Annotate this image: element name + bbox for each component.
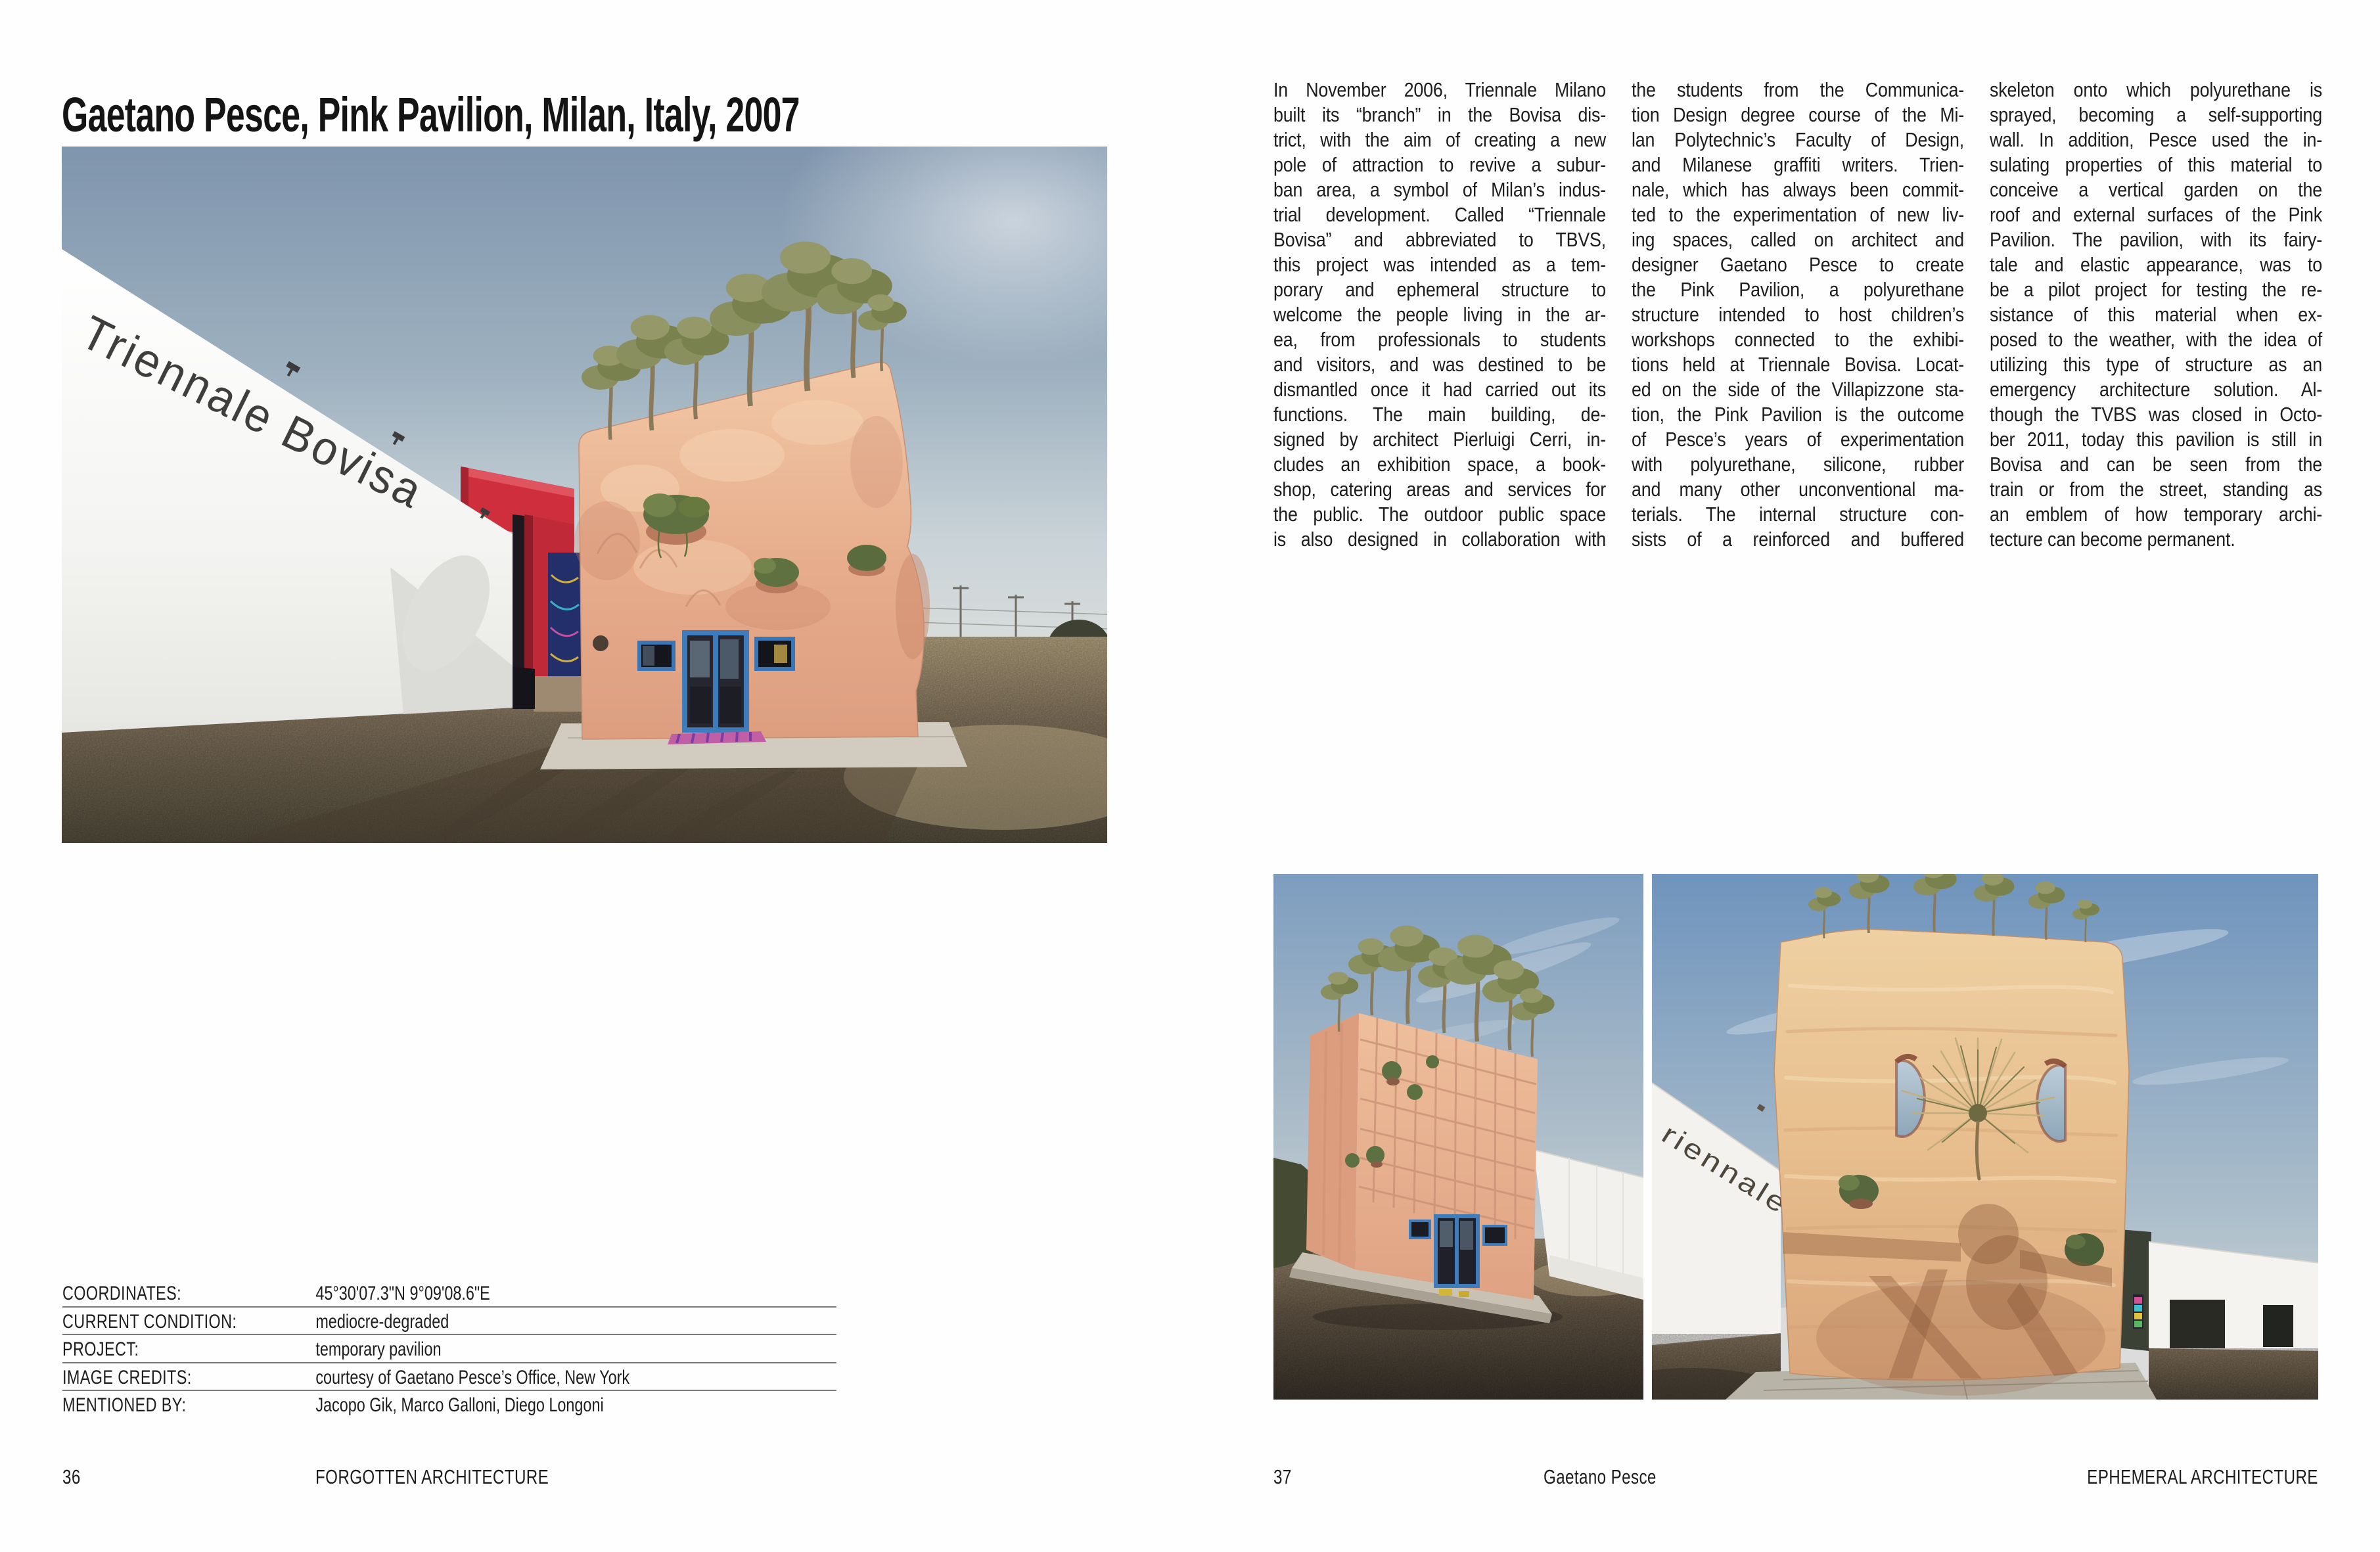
photo-pavilion-detail [1652,874,2318,1400]
text-line: dismantled once it had carried out its [1273,378,1607,401]
table-value: temporary pavilion [315,1338,442,1361]
text-line: be a pilot project for testing the re- [1990,278,2323,301]
page-title: Gaetano Pesce, Pink Pavilion, Milan, Italy, 2007 [62,87,800,142]
text-line: an emblem of how temporary archi- [1990,503,2323,526]
text-line: Bovisa and can be seen from the [1990,453,2323,476]
text-line: ted to the experimentation of new liv- [1632,203,1965,226]
text-line: ber 2011, today this pavilion is still in [1990,428,2323,451]
page-number-right: 37 [1273,1465,1292,1488]
text-line: Bovisa” and abbreviated to TBVS, [1273,228,1607,251]
table-row [62,1363,836,1392]
text-column-2 [1632,78,1964,552]
text-line: conceive a vertical garden on the [1990,178,2323,201]
text-line: tale and elastic appearance, was to [1990,253,2323,276]
wall-text-riennale: riennale [1657,1118,1775,1208]
table-row [62,1279,836,1308]
blue-door [682,630,749,733]
text-line: lan Polytechnic’s Faculty of Design, [1632,128,1965,151]
text-line: skeleton onto which polyurethane is [1990,78,2323,101]
window-right [754,637,795,671]
text-line: designer Gaetano Pesce to create [1632,253,1965,276]
text-line: trict, with the aim of creating a new [1273,128,1607,151]
table-label: IMAGE CREDITS: [62,1366,192,1388]
text-line: the Pink Pavilion, a polyurethane [1632,278,1965,301]
table-row [62,1391,836,1419]
page-number-left: 36 [62,1465,81,1488]
table-row [62,1335,836,1363]
dark-opening [2263,1305,2293,1347]
text-line: trial development. Called “Triennale [1273,203,1607,226]
text-line: signed by architect Pierluigi Cerri, in- [1273,428,1607,451]
photo-pavilion-rear [1273,874,1643,1400]
text-column-1 [1273,78,1606,552]
table-row [62,1308,836,1336]
gravel-right [2149,1348,2318,1400]
text-line: sistance of this material when ex- [1990,303,2323,326]
table-value: Jacopo Gik, Marco Galloni, Diego Longoni [315,1394,604,1417]
text-line: sists of a reinforced and buffered [1632,528,1965,551]
text-line: cludes an exhibition space, a book- [1273,453,1607,476]
text-line: tion Design degree course of the Mi- [1632,103,1965,126]
text-line: the public. The outdoor public space [1273,503,1607,526]
distant-ground [534,676,586,712]
text-line: and Milanese graffiti writers. Trien- [1632,153,1965,176]
footer-architect-name: Gaetano Pesce [1544,1465,1657,1488]
text-line: pole of attraction to revive a subur- [1273,153,1607,176]
text-line: of Pesce’s years of experimentation [1632,428,1965,451]
text-line: In November 2006, Triennale Milano [1273,78,1607,101]
text-line: welcome the people living in the ar- [1273,303,1607,326]
dark-doorway [513,667,535,709]
text-line: with polyurethane, silicone, rubber [1632,453,1965,476]
text-line: sulating properties of this material to [1990,153,2323,176]
photo-main-illustration [62,147,1107,843]
blue-door [1434,1214,1480,1288]
text-line: tion, the Pink Pavilion is the outcome [1632,403,1965,426]
table-value: 45°30'07.3"N 9°09'08.6"E [315,1283,490,1304]
text-line: shop, catering areas and services for [1273,478,1607,501]
photo-main-pavilion [62,147,1107,843]
wall-text-triennale-bovisa: Triennale Bovisa [72,306,449,528]
running-title-left: FORGOTTEN ARCHITECTURE [315,1465,549,1488]
table-label: COORDINATES: [62,1283,182,1304]
photo-rear-illustration [1273,874,1643,1400]
text-line: roof and external surfaces of the Pink [1990,203,2323,226]
text-line: ing spaces, called on architect and [1632,228,1965,251]
dark-opening [2170,1300,2225,1348]
text-line: posed to the weather, with the idea of [1990,328,2323,351]
table-label: CURRENT CONDITION: [62,1310,237,1333]
text-line: terials. The internal structure con- [1632,503,1965,526]
table-value: mediocre-degraded [315,1310,449,1333]
text-line: utilizing this type of structure as an [1990,353,2323,376]
table-label: PROJECT: [62,1338,139,1361]
text-line: ed on the side of the Villapizzone sta- [1632,378,1965,401]
info-table [62,1279,836,1419]
text-column-3 [1990,78,2322,552]
text-line: ban area, a symbol of Milan’s indus- [1273,178,1607,201]
text-line: functions. The main building, de- [1273,403,1607,426]
yellow-step [1439,1289,1452,1296]
window-right [1482,1225,1507,1246]
text-line: tecture can become permanent. [1990,528,2235,551]
text-line: though the TVBS was closed in Octo- [1990,403,2323,426]
text-line: nale, which has always been commit- [1632,178,1965,201]
pink-wall-slab [1774,874,2129,1396]
table-value: courtesy of Gaetano Pesce’s Office, New York [315,1366,630,1388]
text-line: structure intended to host children’s [1632,303,1965,326]
text-line: this project was intended as a tem- [1273,253,1607,276]
text-line: wall. In addition, Pesce used the in- [1990,128,2323,151]
yellow-step [1459,1291,1469,1297]
text-line: the students from the Communica- [1632,78,1965,101]
text-line: is also designed in collaboration with [1273,528,1607,551]
text-line: built its “branch” in the Bovisa dis- [1273,103,1607,126]
text-line: workshops connected to the exhibi- [1632,328,1965,351]
table-label: MENTIONED BY: [62,1394,187,1417]
text-line: and visitors, and was destined to be [1273,353,1607,376]
text-line: Pavilion. The pavilion, with its fairy- [1990,228,2323,251]
text-line: tions held at Triennale Bovisa. Locat- [1632,353,1965,376]
text-line: emergency architecture solution. Al- [1990,378,2323,401]
text-line: ea, from professionals to students [1273,328,1607,351]
text-line: and many other unconventional ma- [1632,478,1965,501]
text-line: train or from the street, standing as [1990,478,2323,501]
running-title-right: EPHEMERAL ARCHITECTURE [2087,1465,2318,1488]
window-left [1409,1220,1431,1239]
text-line: porary and ephemeral structure to [1273,278,1607,301]
text-line: sprayed, becoming a self-supporting [1990,103,2323,126]
window-left [637,641,675,671]
photo-detail-illustration [1652,874,2318,1400]
